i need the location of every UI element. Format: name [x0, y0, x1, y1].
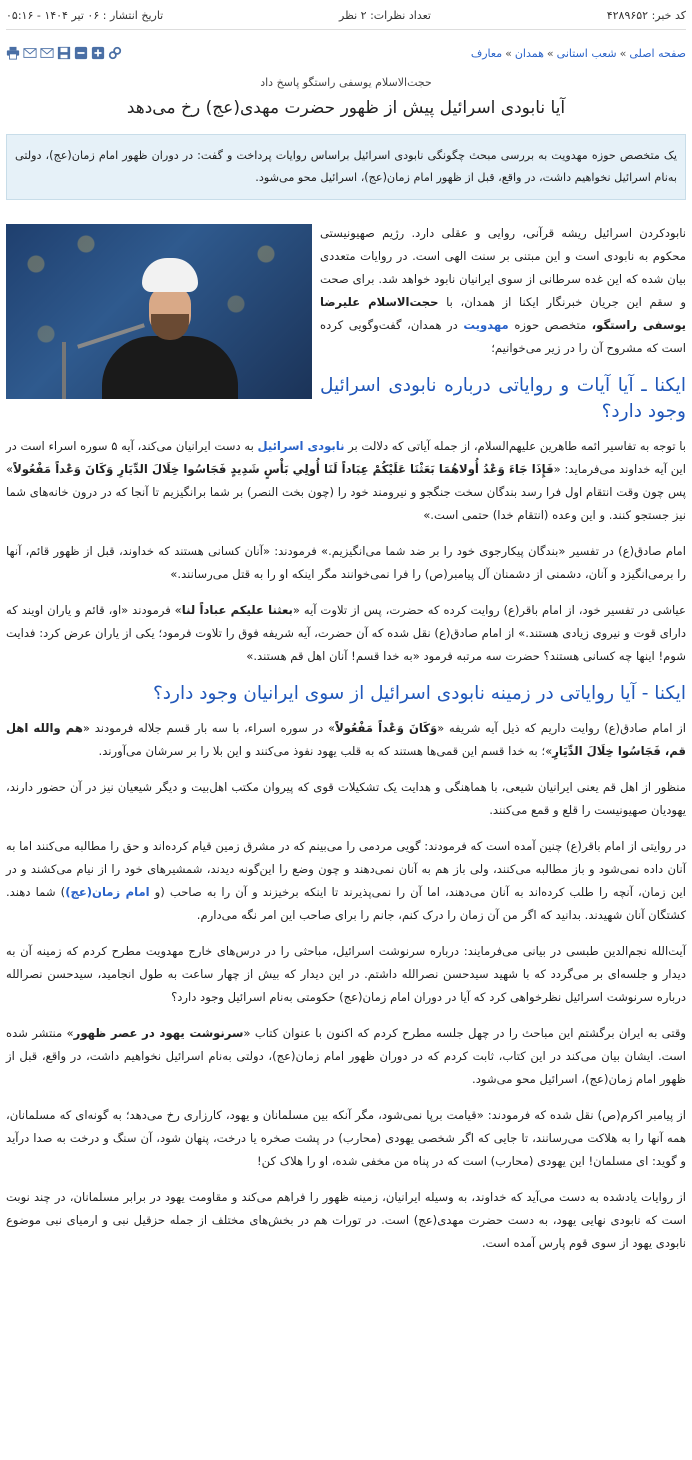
paragraph-1: با توجه به تفاسیر ائمه طاهرین علیهم‌السلام، از جمله آیاتی که دلالت بر نابودی اسرائیل به دست ایرانیان می‌کند، آیه ۵ سوره اسراء است در این آیه خداوند می‌فرماید: «فَإِذَا جَاءَ وَعْدُ أُولاهُمَا بَعَثْنَا عَلَيْكُمْ عِبَاداً لَنَا أُولِي بَأْسٍ شَدِيدٍ فَجَاسُوا خِلَالَ الدِّيَارِ وَكَانَ وَعْداً مَفْعُولاً» پس چون وقت انتقام اول فرا رسد بندگان سخت جنگجو و نیرومند خود را (چون بخت النصر) بر شما برانگیزیم تا آنجا که در درون خانه‌های شما نیز جستجو کنند. و این وعده (انتقام خدا) حتمی است.»: [6, 439, 686, 522]
paragraph-6: در روایتی از امام باقر(ع) چنین آمده است که فرمودند: گویی مردمی را می‌بینم که در مشرق زمین قیام کرده‌اند و حق را مطالبه می‌کنند اما به آنان داده نمی‌شود و باز مطالبه می‌کنند، ولی باز هم به آنان نمی‌دهند و چون وضع را این‌گونه دیدند، شمشیرهای خود را از نیام می‌کشند و در این زمان، آنچه را طلب کرده‌اند به آنان می‌دهند، اما آن را نمی‌پذیرند تا اینکه برخیزند و آن را به صاحب (و امام زمان(عج)) شما دهند. کشتگان آنان شهیدند. بدانید که اگر من آن زمان را درک کنم، جانم را برای صاحب این امر نگه می‌دارم.: [6, 839, 687, 922]
comment-count[interactable]: تعداد نظرات: ۲ نظر: [339, 8, 431, 22]
keyword-link-imam-zaman[interactable]: امام زمان(عج): [65, 885, 150, 899]
question-heading-2: ایکنا - آیا روایاتی در زمینه نابودی اسرائیل از سوی ایرانیان وجود دارد؟: [152, 683, 686, 704]
paragraph-5: منظور از اهل قم یعنی ایرانیان شیعی، با هماهنگی و هدایت یک تشکیلات قوی که پیروان مکتب اهل‌بیت و دیگر شیعیان نیز در آن حضور دارند، یهودیان صهیونیست را قلع و قمع می‌کنند.: [6, 780, 686, 817]
save-icon[interactable]: [57, 46, 71, 60]
breadcrumb: [471, 47, 686, 60]
paragraph-10: از روایات یادشده به دست می‌آید که خداوند، به وسیله ایرانیان، زمینه ظهور را فراهم می‌کند و مقاومت یهود در برابر مسلمانان، در چند نوبت است که نابودی نهایی یهود، به دست حضرت مهدی(عج) است. در تورات هم در بخش‌های مختلف از جمله حزقیل نبی و ارمیای نبی موضوع نابودی یهود از سوی قوم پارس آمده است.: [6, 1190, 686, 1250]
question-heading-1: ایکنا ـ آیا آیات و روایاتی درباره نابودی اسرائیل وجود دارد؟: [320, 375, 686, 422]
keyword-link-israel-destruction[interactable]: نابودی اسرائیل: [257, 439, 345, 453]
print-icon[interactable]: [6, 46, 20, 60]
paragraph-4: از امام صادق(ع) روایت داریم که ذیل آیه شریفه «وَكَانَ وَعْداً مَفْعُولاً» در سوره اسراء، با سه بار قسم جلاله فرمودند «هم والله اهل قم، فَجَاسُوا خِلَالَ الدِّيَارِ»؛ به خدا قسم این قمی‌ها هستند که به قلب یهود نفوذ می‌کنند و این بلا را بر سرشان می‌آورند.: [6, 721, 686, 758]
keyword-link-mahdaviat[interactable]: مهدویت: [463, 318, 509, 332]
article-title: آیا نابودی اسرائیل پیش از ظهور حضرت مهدی(عج) رخ می‌دهد: [126, 98, 566, 118]
meta-bar: [0, 0, 692, 23]
article-subtitle: حجت‌الاسلام یوسفی راستگو پاسخ داد: [260, 76, 432, 89]
paragraph-3: عیاشی در تفسیر خود، از امام باقر(ع) روایت کرده که حضرت، پس از تلاوت آیه «بعثنا علیکم عباداً لنا» فرمودند «او، قائم و یاران اویند که دارای قوت و نیروی زیادی هستند.» از امام صادق(ع) نقل شده که آن حضرت، آیه شریفه فوق را تلاوت فرمود؛ یکی از یاران عرض کرد: فدایت شوم! اینها چه کسانی هستند؟ حضرت سه مرتبه فرمود «به خدا قسم! آنان اهل قم هستند.»: [6, 603, 686, 663]
article-photo: [6, 224, 312, 399]
breadcrumb-separator: »: [546, 46, 554, 60]
publish-date: تاریخ انتشار : ۰۶ تیر ۱۴۰۴ - ۰۵:۱۶: [6, 8, 164, 22]
font-increase-icon[interactable]: [91, 46, 105, 60]
nav-row: [0, 30, 692, 62]
intro-paragraph: نابودکردن اسرائیل ریشه قرآنی، روایی و عقلی دارد. رژیم صهیونیستی محکوم به نابودی است و این مبتنی بر سنت الهی است. در روایات متعددی بیان شده که این غده سرطانی از سوی ایرانیان نابود خواهد شد. برای صحت و سقم این جریان خبرنگار ایکنا از همدان، با حجت‌الاسلام علیرضا یوسفی راستگو، متخصص حوزه مهدویت در همدان، گفت‌وگویی کرده است که مشروح آن را در زیر می‌خوانیم؛: [320, 226, 686, 355]
paragraph-7: آیت‌الله نجم‌الدین طبسی در بیانی می‌فرمایند: درباره سرنوشت اسرائیل، مباحثی را در درس‌های خارج مهدویت مطرح کردم که زمینه آن به دیدار و جلسه‌ای بر می‌گردد که با شهید سیدحسن نصرالله داشتم. در این دیدار که بیش از چهار ساعت به طول انجامید، سیدحسن نصرالله درباره سرنوشت اسرائیل نظرخواهی کرد که آیا در دوران امام زمان(عج) حکومتی به‌نام اسرائیل وجود دارد؟: [6, 944, 686, 1004]
breadcrumb-provinces[interactable]: شعب استانی: [556, 46, 617, 60]
paragraph-9: از پیامبر اکرم(ص) نقل شده که فرمودند: «قیامت برپا نمی‌شود، مگر آنکه بین مسلمانان و یهود، کارزاری رخ می‌دهد؛ به گونه‌ای که مسلمانان، همه آنها را به هلاکت می‌رسانند، تا جایی که اگر شخصی یهودی (محارب) در پشت صخره یا درخت، پنهان شود، آن سنگ و درخت به صدا درآید و گوید: ای مسلمان! این یهودی (محارب) است که در پناه من مخفی شده، او را هلاک کن!: [6, 1108, 686, 1168]
email-icon[interactable]: [23, 46, 37, 60]
breadcrumb-separator: »: [619, 46, 627, 60]
paragraph-2: امام صادق(ع) در تفسیر «بندگان پیکارجوی خود را بر ضد شما می‌انگیزیم.» فرمودند: «آنان کسانی هستند که خداوند، قبل از ظهور قائم، آنها را برمی‌انگیزد و آنان، دشمنی از دشمنان آل پیامبر(ص) را فرا نمی‌خوانند مگر اینکه او را به قتل می‌رسانند.»: [6, 544, 686, 581]
email-alt-icon[interactable]: [40, 46, 54, 60]
paragraph-8: وقتی به ایران برگشتم این مباحث را در چهل جلسه مطرح کردم که اکنون با عنوان کتاب «سرنوشت یهود در عصر ظهور» منتشر شده است. ایشان بیان می‌کند در این کتاب، ثابت کردم که در دوران ظهور امام زمان(عج)، دولتی به‌نام اسرائیل نخواهیم داشت، در واقع، قبل از ظهور امام زمان(عج)، اسرائیل محو می‌شود.: [6, 1026, 686, 1086]
article-toolbar: [6, 46, 122, 60]
article-lead: یک متخصص حوزه مهدویت به بررسی مبحث چگونگی نابودی اسرائیل براساس روایات پرداخت و گفت: در دوران ظهور امام زمان(عج)، دولتی به‌نام اسرائیل نخواهیم داشت، در واقع، قبل از ظهور امام زمان(عج)، اسرائیل محو می‌شود.: [6, 134, 686, 200]
link-icon[interactable]: [108, 46, 122, 60]
font-decrease-icon[interactable]: [74, 46, 88, 60]
breadcrumb-maaref[interactable]: معارف: [470, 46, 503, 60]
article-body: [0, 200, 692, 1255]
breadcrumb-home[interactable]: صفحه اصلی: [629, 46, 686, 60]
breadcrumb-hamedan[interactable]: همدان: [514, 46, 544, 60]
news-code: کد خبر: ۴۲۸۹۶۵۲: [606, 8, 686, 22]
breadcrumb-separator: »: [505, 46, 512, 60]
